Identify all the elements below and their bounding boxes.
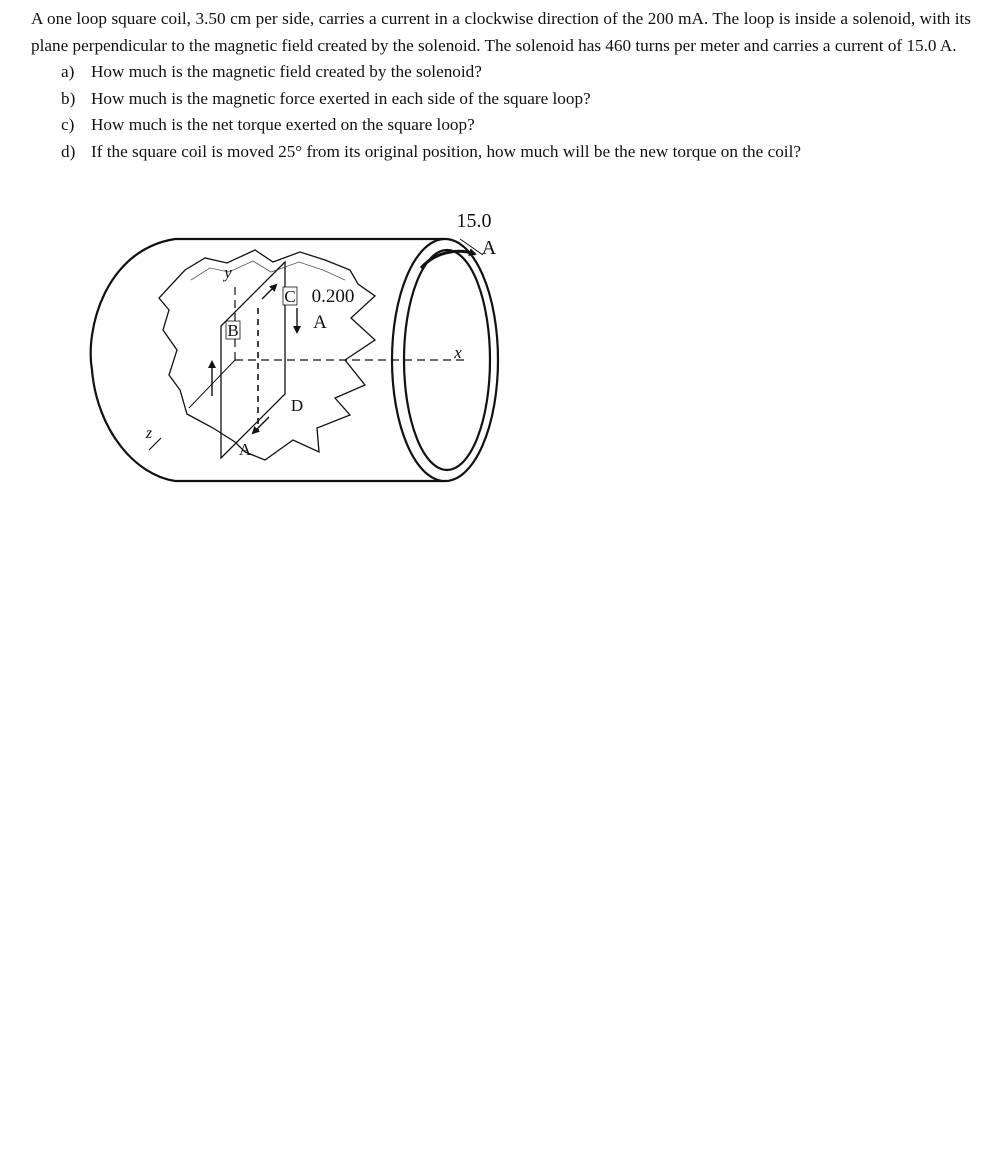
corner-label-a: A [238,440,252,459]
z-axis-label: z [145,425,153,442]
solenoid-diagram [85,200,525,500]
solenoid-current-value: 15.0 [456,210,492,232]
question-item [61,86,971,113]
corner-label-d: D [290,396,304,415]
question-label: a) [61,62,75,81]
question-text: How much is the magnetic field created by the solenoid? [91,62,482,81]
cutaway-window [159,250,375,460]
corner-label-c: C [284,287,296,306]
question-label: b) [61,88,76,108]
loop-current-value: 0.200 [311,286,355,307]
loop-current-unit: A [313,312,327,333]
question-list [31,59,971,165]
problem-statement: A one loop square coil, 3.50 cm per side, carries a current in a clockwise direction of the 200 mA. The loop is inside a solenoid, with its plane perpendicular to the magnetic field created by the solenoid. The solenoid has 460 turns per meter and carries a current of 15.0 A. [31,9,971,55]
solenoid-current-unit: A [481,237,497,259]
y-axis-label: y [224,263,232,282]
question-text: How much is the magnetic force exerted in each side of the square loop? [91,88,591,108]
x-axis-label: x [454,343,462,362]
solenoid-back-end [91,239,175,481]
question-label: c) [61,115,75,134]
problem-block [31,6,971,165]
question-label: d) [61,141,76,161]
question-item [61,59,971,86]
question-item [61,112,971,139]
question-item [61,139,971,166]
question-text: How much is the net torque exerted on the square loop? [91,115,475,134]
solenoid-figure [85,200,525,500]
corner-label-b: B [227,321,239,340]
question-text: If the square coil is moved 25° from its original position, how much will be the new torque on the coil? [91,141,801,161]
